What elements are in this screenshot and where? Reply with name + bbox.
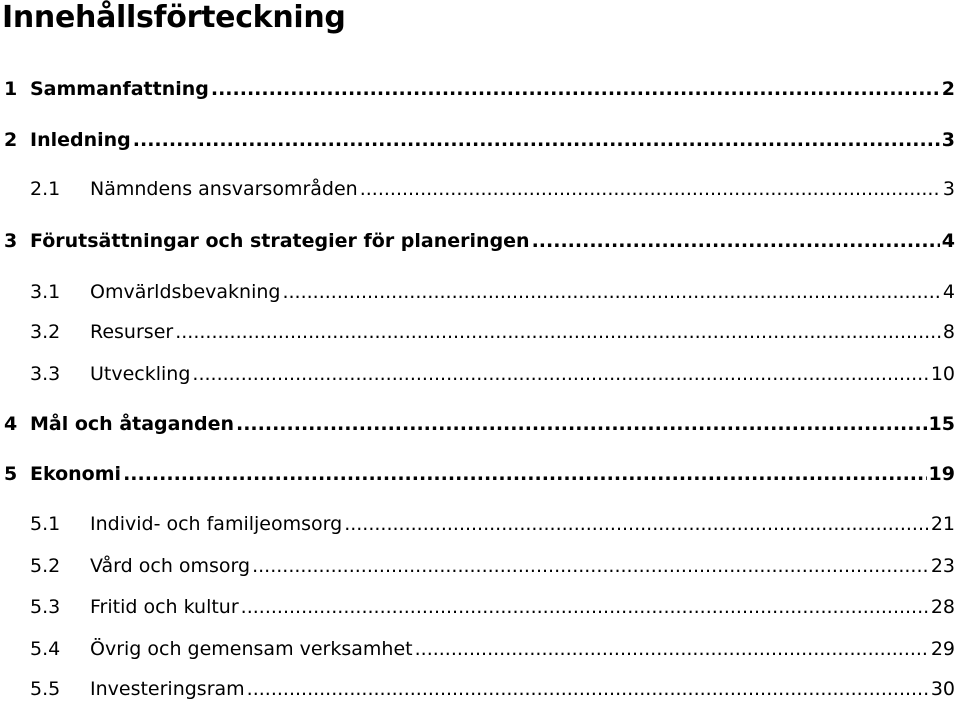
toc-entry[interactable] xyxy=(0,129,955,155)
dot-leader xyxy=(133,129,940,151)
entry-number: 3 xyxy=(4,230,18,252)
toc-title: Innehållsförteckning xyxy=(2,0,346,35)
entry-number: 5.1 xyxy=(30,513,61,535)
toc-entry[interactable] xyxy=(0,178,955,204)
toc-entry[interactable] xyxy=(0,596,955,622)
dot-leader xyxy=(175,321,941,343)
dot-leader xyxy=(360,178,941,200)
entry-number: 5.3 xyxy=(30,596,61,618)
entry-number: 3.1 xyxy=(30,281,61,303)
toc-entry[interactable] xyxy=(0,463,955,489)
dot-leader xyxy=(252,555,929,577)
entry-page[interactable]: 10 xyxy=(930,363,955,385)
entry-title[interactable]: Sammanfattning xyxy=(30,78,209,100)
dot-leader xyxy=(532,230,940,252)
toc-entry[interactable] xyxy=(0,638,955,664)
entry-page[interactable]: 8 xyxy=(942,321,955,343)
entry-page[interactable]: 30 xyxy=(930,678,955,700)
entry-title[interactable]: Vård och omsorg xyxy=(90,555,251,577)
entry-title[interactable]: Ekonomi xyxy=(30,463,122,485)
entry-title[interactable]: Nämndens ansvarsområden xyxy=(90,178,358,200)
dot-leader xyxy=(344,513,929,535)
toc-entry[interactable] xyxy=(0,321,955,347)
entry-page[interactable]: 29 xyxy=(930,638,955,660)
entry-number: 5.5 xyxy=(30,678,61,700)
toc-entry[interactable] xyxy=(0,78,955,104)
entry-title[interactable]: Förutsättningar och strategier för planeringen xyxy=(30,230,530,252)
toc-entry[interactable] xyxy=(0,678,955,704)
dot-leader xyxy=(192,363,928,385)
entry-page[interactable]: 19 xyxy=(928,463,955,485)
entry-number: 4 xyxy=(4,413,18,435)
entry-page[interactable]: 2 xyxy=(941,78,955,100)
entry-title[interactable]: Mål och åtaganden xyxy=(30,413,234,435)
dot-leader xyxy=(241,596,929,618)
entry-title[interactable]: Utveckling xyxy=(90,363,191,385)
entry-page[interactable]: 3 xyxy=(941,129,955,151)
entry-title[interactable]: Investeringsram xyxy=(90,678,245,700)
toc-entry[interactable] xyxy=(0,513,955,539)
entry-number: 3.2 xyxy=(30,321,61,343)
dot-leader xyxy=(282,281,940,303)
dot-leader xyxy=(415,638,929,660)
entry-title[interactable]: Fritid och kultur xyxy=(90,596,239,618)
entry-page[interactable]: 15 xyxy=(928,413,955,435)
entry-page[interactable]: 4 xyxy=(941,230,955,252)
toc-entry[interactable] xyxy=(0,281,955,307)
entry-page[interactable]: 4 xyxy=(942,281,955,303)
entry-page[interactable]: 23 xyxy=(930,555,955,577)
entry-page[interactable]: 3 xyxy=(942,178,955,200)
toc-entry[interactable] xyxy=(0,413,955,439)
dot-leader xyxy=(123,463,926,485)
dot-leader xyxy=(247,678,929,700)
toc-entry[interactable] xyxy=(0,555,955,581)
entry-title[interactable]: Resurser xyxy=(90,321,174,343)
dot-leader xyxy=(236,413,927,435)
toc-entry[interactable] xyxy=(0,230,955,256)
entry-number: 1 xyxy=(4,78,18,100)
entry-number: 5.2 xyxy=(30,555,61,577)
entry-number: 2.1 xyxy=(30,178,61,200)
entry-title[interactable]: Omvärldsbevakning xyxy=(90,281,281,303)
entry-title[interactable]: Inledning xyxy=(30,129,131,151)
dot-leader xyxy=(211,78,940,100)
entry-number: 2 xyxy=(4,129,18,151)
entry-number: 5.4 xyxy=(30,638,61,660)
entry-title[interactable]: Övrig och gemensam verksamhet xyxy=(90,638,413,660)
entry-page[interactable]: 28 xyxy=(930,596,955,618)
entry-page[interactable]: 21 xyxy=(930,513,955,535)
entry-number: 3.3 xyxy=(30,363,61,385)
toc-entry[interactable] xyxy=(0,363,955,389)
entry-title[interactable]: Individ- och familjeomsorg xyxy=(90,513,343,535)
entry-number: 5 xyxy=(4,463,18,485)
